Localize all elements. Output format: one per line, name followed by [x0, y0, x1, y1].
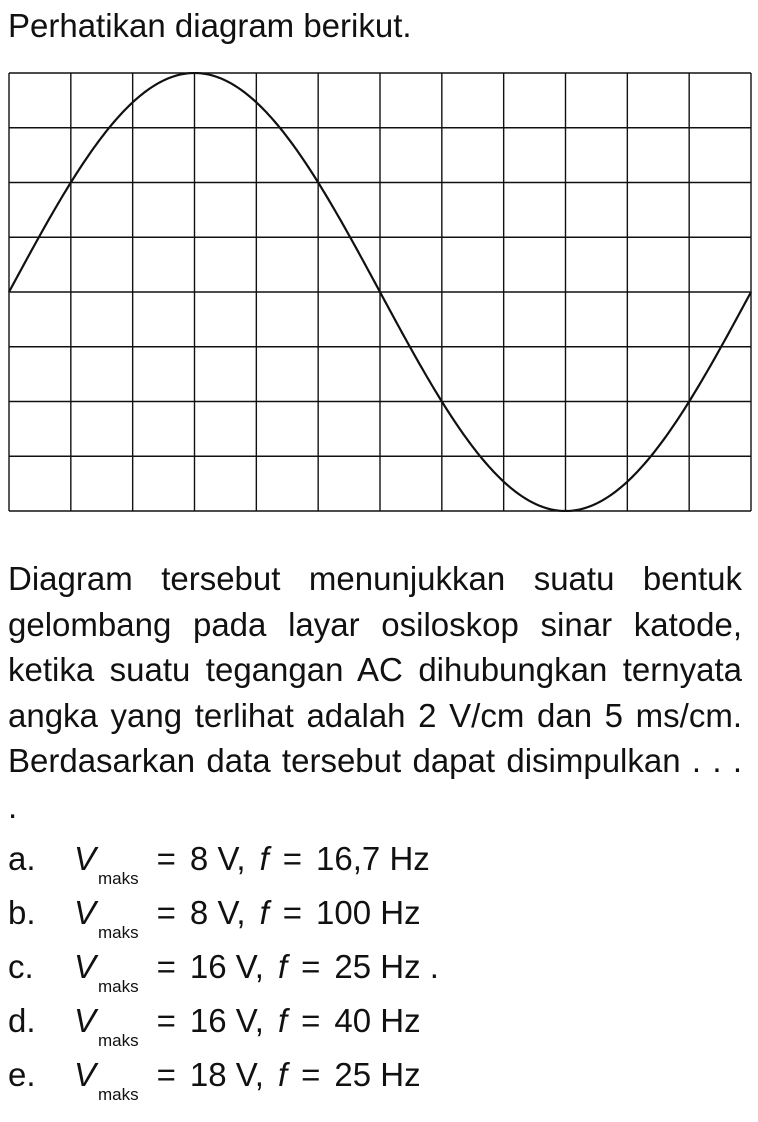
frequency-symbol: f [277, 1002, 288, 1039]
answer-options [8, 832, 748, 1102]
equals-sign: = [301, 948, 321, 985]
equals-sign: = [301, 1002, 321, 1039]
frequency-value: 25 Hz . [334, 948, 439, 985]
frequency-value: 25 Hz [334, 1056, 421, 1093]
frequency-symbol: f [259, 894, 269, 931]
frequency-symbol: f [277, 1056, 288, 1093]
question-text: Diagram tersebut menunjukkan suatu bentuk gelombang pada layar osiloskop sinar katode, ketika suatu tegangan AC dihubungkan ternyata angka yang terlihat adalah 2 V/cm dan 5 ms/cm. Berdasarkan data tersebut dapat disimpulkan . . . . [8, 560, 742, 825]
equals-sign: = [282, 894, 303, 931]
option-letter: c. [8, 948, 34, 985]
vmax-value: 8 V, [189, 894, 246, 931]
vmax-symbol: V [74, 840, 97, 877]
vmax-value: 8 V, [189, 840, 246, 877]
vmax-symbol: V [74, 948, 97, 985]
equals-sign: = [282, 840, 303, 877]
frequency-value: 16,7 Hz [316, 840, 430, 877]
vmax-symbol: V [74, 1002, 97, 1039]
equals-sign: = [301, 1056, 321, 1093]
equals-sign: = [156, 1002, 176, 1039]
option-a[interactable] [8, 832, 748, 886]
vmax-value: 18 V, [189, 1056, 264, 1093]
frequency-symbol: f [259, 840, 269, 877]
question-heading: Perhatikan diagram berikut. [8, 7, 412, 44]
equals-sign: = [156, 840, 176, 877]
vmax-value: 16 V, [189, 1002, 264, 1039]
vmax-symbol: V [74, 894, 97, 931]
option-letter: a. [8, 840, 36, 877]
vmax-subscript: maks [98, 923, 139, 942]
vmax-value: 16 V, [189, 948, 264, 985]
vmax-subscript: maks [98, 1031, 139, 1050]
frequency-symbol: f [277, 948, 288, 985]
option-letter: b. [8, 894, 36, 931]
equals-sign: = [156, 894, 176, 931]
frequency-value: 40 Hz [334, 1002, 421, 1039]
equals-sign: = [156, 948, 176, 985]
option-letter: e. [8, 1056, 36, 1093]
oscilloscope-diagram [8, 72, 752, 512]
option-letter: d. [8, 1002, 36, 1039]
vmax-subscript: maks [98, 1085, 139, 1104]
vmax-subscript: maks [98, 977, 139, 996]
equals-sign: = [156, 1056, 176, 1093]
frequency-value: 100 Hz [316, 894, 421, 931]
vmax-subscript: maks [98, 869, 139, 888]
vmax-symbol: V [74, 1056, 97, 1093]
